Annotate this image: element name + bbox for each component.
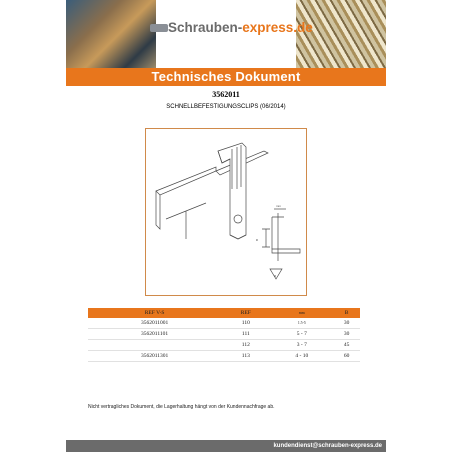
col-header-ref: REF	[221, 308, 270, 318]
brand-name-part1: Schrauben-	[168, 20, 243, 35]
cell-range: 5 - 7	[270, 329, 333, 340]
cell-ref-vs: 3562011301	[88, 351, 221, 362]
cell-ref: 110	[221, 318, 270, 329]
cell-ref: 112	[221, 340, 270, 351]
footnote: Nicht vertragliches Dokument, die Lagerhaltung hängt von der Kundennachfrage ab.	[88, 404, 275, 410]
footer-email-link[interactable]: kundendienst@schrauben-express.de	[273, 443, 382, 449]
tools-photo	[66, 0, 156, 68]
cell-range: 4 - 10	[270, 351, 333, 362]
svg-text:mm: mm	[276, 204, 281, 208]
cell-b: 30	[333, 329, 360, 340]
cell-range: 3 - 7	[270, 340, 333, 351]
col-header-ref-vs: REF V-S	[88, 308, 221, 318]
cell-ref: 113	[221, 351, 270, 362]
cell-ref-vs: 3562011101	[88, 329, 221, 340]
cell-ref-vs: 3562011001	[88, 318, 221, 329]
cell-b: 30	[333, 318, 360, 329]
cell-ref: 111	[221, 329, 270, 340]
svg-text:B: B	[255, 238, 259, 241]
spec-table	[88, 308, 360, 362]
table-row	[88, 351, 360, 362]
cell-ref-vs	[88, 340, 221, 351]
bolt-logo-icon	[150, 24, 168, 32]
cell-range: 1.5-5	[270, 318, 333, 329]
document-number: 3562011	[212, 90, 240, 99]
cell-b: 45	[333, 340, 360, 351]
clip-technical-drawing	[146, 129, 306, 295]
table-row	[88, 340, 360, 351]
table-row	[88, 318, 360, 329]
document-subtitle: SCHNELLBEFESTIGUNGSCLIPS (06/2014)	[166, 104, 286, 110]
table-row	[88, 329, 360, 340]
svg-text:R: R	[274, 274, 277, 278]
cell-b: 60	[333, 351, 360, 362]
page-title: Technisches Dokument	[151, 69, 301, 84]
table-header-row	[88, 308, 360, 318]
col-header-mm: mm	[270, 308, 333, 318]
brand-logo	[168, 20, 313, 35]
brand-name-part2: express.de	[242, 20, 313, 35]
col-header-b: B	[333, 308, 360, 318]
